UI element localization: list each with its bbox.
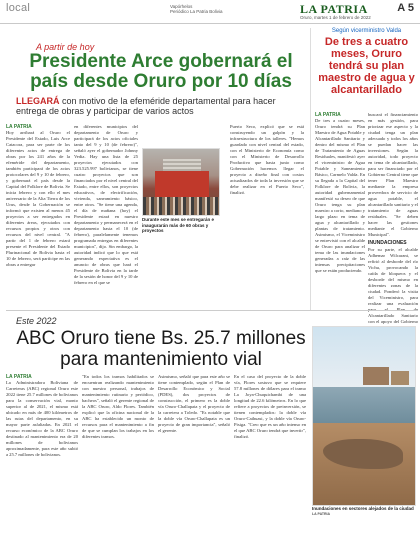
- sidebar-col-1-text: De tres a cuatro meses, Oruro tendrá su Plan Maestro de Agua Potable y Alcantarillado Sanitario y dentro del mismo el Plan de Tratamiento de Aguas Residuales, manifestó ayer el viceministro de Agua Potable y Saneamiento Básico, Carmelo Valda. En su llegada a la Capital del Folklore de Bolivia, la autoridad gubernamental manifestó su deseo de que Oruro tenga su plan maestro a corto, mediano y largo plazo en tema de agua y alcantarillado y plantas de tratamiento. Asimismo, el Viceministro se entrevistó con el alcalde de Oruro para analizar el tema de las inundaciones generadas a raíz de las intensas precipitaciones que se están produciendo.: [315, 118, 365, 273]
- sidebar-byline: LA PATRIA: [315, 112, 341, 118]
- center-line-2: Periódico La Patria Bolivia: [170, 9, 223, 14]
- flood-photo-caption: [312, 506, 416, 517]
- story2-kicker: Este 2022: [16, 316, 57, 326]
- sidebar-kicker: Según vicerministro Valda: [331, 28, 402, 34]
- flood-caption-text: Inundaciones en sectores alejados de la ciudad: [312, 506, 414, 511]
- main-col-1-text: Hoy arribará al Oruro el Presidente del Estado, Luis Arce Catacora, para ser parte de los diferentes actos de entrega de obras por los 241 años de la efeméride del departamento, también participará de los actos protocolares del 9 y 10 de febrero, y gobernará el país desde la Capital del Folklore de Bolivia. Se inicia febrero y con ello el mes aniversario de la Alta Tierra de los Urus, desde la Gobernación se informó que existen al menos 45 proyectos a ser entregados en diferentes áreas, ejecutados con recursos propios y otros con recursos del nivel central. "A partir del 1 de febrero estará presente el Presidente del Estado Plurinacional de Bolivia hasta el 10 de febrero, será partícipe en las obras a entregar: [6, 130, 70, 267]
- sidebar-headline: De tres a cuatro meses, Oruro tendrá su plan maestro de agua y alcantarillado: [318, 36, 415, 96]
- story2-col-4-text: En el caso del proyecto de la doble vía, Flores sostuvo que se requiere 57.8 millones de dólares para el tramo La Joya-Chuquichambi de una longitud de 22.6 kilómetros. En lo que refiere a proyectos de preinversión, se tienen contemplados: la doble vía Oruro-Caihuasi, y la doble vía Oruro-Pisiga. "Creo que es un año intenso en el que ABC Oruro tendrá que invertir", finalizó.: [234, 374, 306, 439]
- story2-col-3: [158, 374, 230, 434]
- main-col-2: [74, 124, 138, 287]
- sidebar-col-2-text: buscará el financiamiento en más gestión, para priorizar ese aspecto y la ciudad tenga un plan adecuado y todos los años se puedan hacer las inversiones. Según la autoridad, todo proyecto en tema de alcantarillado, para ser financiado por el Gobierno Central tiene que tener Plan Maestro mediante la empresa proveedora de servicio de agua potable, el alcantarillado sanitario y el tratamiento de aguas residuales. "Se deben hacer las gestiones mediante el Gobierno Municipal".: [368, 112, 418, 237]
- brand-logo: LA PATRIA: [300, 2, 368, 16]
- story2-col-1-text: La Administradora Boliviana de Carreteras (ABC) regional Oruro este 2022 tiene 25.7 millones de bolivianos para la conservación vial, monto superior al de 2021, el mismo está ubicado en más de 400 kilómetros de las rutas del departamento, en su mayor parte asfaltadas. En 2021 el recurso económico de la ABC Oruro destinado al mantenimiento era de 20 millones de bolivianos aproximadamente, para este año subió a 25.7 millones de bolivianos.: [6, 380, 78, 457]
- page-number: A 5: [397, 2, 414, 14]
- center-info: [170, 4, 223, 14]
- flood-photo: [312, 326, 416, 506]
- photo-water: [313, 387, 416, 423]
- sidebar-col-1: [315, 112, 365, 274]
- main-subhead: [16, 96, 306, 116]
- story2-col-1: [6, 374, 78, 458]
- story2-headline: ABC Oruro tiene Bs. 25.7 millones para mantenimiento vial: [16, 328, 306, 370]
- story2-col-2-text: "En todos los tramos habilitados se encuentran realizando mantenimiento con nuestro personal, trabajos de mantenimiento rutinario y periódico, bacheos", señaló el gerente regional de la ABC Oruro, Aldo Flores. También explicó que la oficina nacional de la ABC ha establecido un monto de recursos para el mantenimiento a fin de que se cumplan los trabajos en los diferentes tramos.: [82, 374, 154, 439]
- photo-house: [363, 367, 389, 385]
- story2-col-2: [82, 374, 154, 440]
- section-divider: [6, 310, 418, 311]
- sidebar-col-2b-text: Por su parte, el alcalde Adhemar Wilcarani, se refirió al desborde del río Vichu, provocando la caída de bloqueos y el desborde del mismo en diferentes zonas de la ciudad. Ponderó la visita del Viceministro, para realizar una evaluación para el Plan de Alcantarillado Sanitario con el apoyo del Gobierno: [368, 247, 418, 324]
- main-col-3-text: Puerto Seco, explicó que se está construyendo un galpón y la infraestructura de los talleres. "Hemos guardado con nivel central del estado, con el Ministerio de Economía como con el Ministerio de Desarrollo Productivo que hasta junio como Gobernación hacemos llegar el proyecto a diseño final con costos actualizados de toda la inversión que se debe realizar en el Puerto Seco", finalizó.: [230, 124, 304, 195]
- subhead-highlight: LLEGARÁ: [16, 96, 60, 106]
- second-story: [6, 312, 306, 532]
- sidebar-subtitle: INUNDACIONES: [368, 240, 407, 246]
- photo-house: [391, 371, 409, 385]
- sidebar-story: [310, 28, 418, 324]
- main-col-2-text: en diferentes municipios del departamento de Oruro y participará de los actos oficiales tanto del 9 y 10 (de febrero)", señaló ayer el gobernador Johnny Vedia. Hay una lista de 25 proyectos ejecutados con 323.525.997 bolivianos, se tiene cuatro proyectos que son financiados por el nivel central del Estado, entre ellos, son proyectos educativos, de electrificación, vivienda, saneamiento básico, entre otros. "Se tiene una agenda, el día de mañana (hoy) el Presidente estará en nuestro departamento y permanecerá en el departamento hasta el 10 (de febrero), paralelamente tenemos programada entregas en diferentes municipios", dijo. Sin embargo, la autoridad indicó que lo que está generando expectativa es el anuncio de obras que hará el Presidente de Bolivia en la tarde de la sesión de honor del 9 y 10 de febrero en el que se: [74, 124, 138, 285]
- story2-byline: LA PATRIA: [6, 374, 32, 380]
- section-label: local: [6, 2, 31, 14]
- flood-caption-credit: LA PATRIA: [312, 511, 331, 516]
- main-headline: Presidente Arce gobernará el país desde Oruro por 10 días: [29, 51, 293, 92]
- center-line-1: Vapórhelos: [170, 4, 193, 9]
- story2-col-3-text: Asimismo, señaló que para este año se tiene contemplado, según el Plan de Desarrollo Económico y Social (PDES), dos proyectos de construcción, el primero es la doble vía Oruro-Challapata y el proyecto de la carretera a Toledo. "Es notable que la doble vía Oruro-Challapata es un proyecto de gran importancia", señaló el gerente.: [158, 374, 230, 433]
- main-photo: [142, 148, 220, 216]
- main-col-3: [230, 124, 304, 197]
- main-photo-caption: Durante este mes se entregarán e inaugurarán más de 60 obras y proyectos: [142, 217, 215, 233]
- main-col-1: [6, 124, 70, 269]
- sidebar-col-2: [368, 112, 418, 331]
- masthead: [0, 0, 420, 24]
- main-kicker: A partir de hoy: [36, 42, 95, 52]
- photo-crowd: [143, 197, 220, 216]
- subhead-rest: con motivo de la efeméride departamental para hacer entrega de obras y participar de varios actos: [16, 96, 276, 116]
- story2-col-4: [234, 374, 306, 440]
- date-line: Oruro, martes 1 de febrero de 2022: [300, 15, 371, 20]
- main-byline: LA PATRIA: [6, 124, 32, 130]
